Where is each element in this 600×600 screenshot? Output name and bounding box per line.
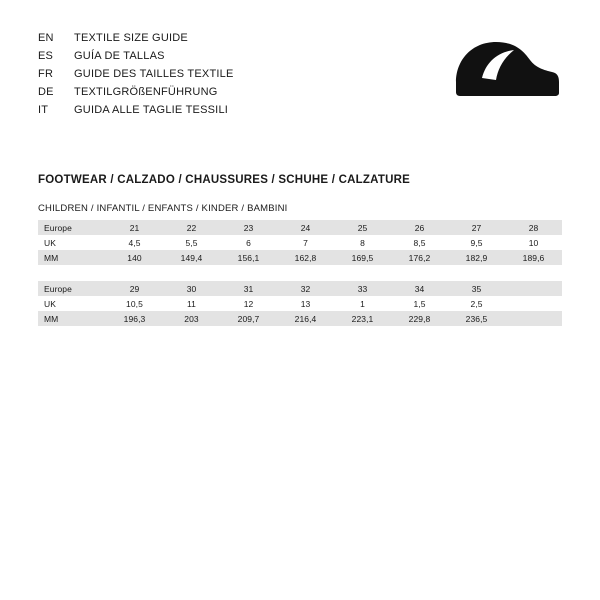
- row-label: UK: [38, 235, 106, 250]
- cell: 7: [277, 235, 334, 250]
- cell: 8,5: [391, 235, 448, 250]
- language-row-fr: [38, 68, 368, 86]
- section-subtitle: CHILDREN / INFANTIL / ENFANTS / KINDER / BAMBINI: [38, 203, 288, 214]
- shoe-icon: [452, 38, 560, 100]
- cell: [505, 311, 562, 326]
- cell: 1,5: [391, 296, 448, 311]
- cell: 33: [334, 281, 391, 296]
- language-list: [38, 32, 368, 122]
- size-table-second: [38, 281, 562, 326]
- cell: 35: [448, 281, 505, 296]
- table-row: [38, 235, 562, 250]
- cell: 236,5: [448, 311, 505, 326]
- cell: 216,4: [277, 311, 334, 326]
- cell: 169,5: [334, 250, 391, 265]
- language-row-it: [38, 104, 368, 122]
- cell: 11: [163, 296, 220, 311]
- cell: 2,5: [448, 296, 505, 311]
- table-row: [38, 296, 562, 311]
- cell: 22: [163, 220, 220, 235]
- cell: 209,7: [220, 311, 277, 326]
- table-row: [38, 311, 562, 326]
- cell: 13: [277, 296, 334, 311]
- cell: 29: [106, 281, 163, 296]
- cell: 196,3: [106, 311, 163, 326]
- cell: 10,5: [106, 296, 163, 311]
- cell: 30: [163, 281, 220, 296]
- size-table-first: [38, 220, 562, 265]
- cell: 9,5: [448, 235, 505, 250]
- cell: 23: [220, 220, 277, 235]
- row-label: UK: [38, 296, 106, 311]
- language-title-de: TEXTILGRÖßENFÜHRUNG: [74, 86, 218, 98]
- cell: 5,5: [163, 235, 220, 250]
- table-row: [38, 250, 562, 265]
- cell: 223,1: [334, 311, 391, 326]
- row-label: MM: [38, 311, 106, 326]
- language-code-en: EN: [38, 32, 54, 44]
- cell: 6: [220, 235, 277, 250]
- cell: 21: [106, 220, 163, 235]
- cell: 140: [106, 250, 163, 265]
- row-label: Europe: [38, 220, 106, 235]
- table-row: [38, 220, 562, 235]
- cell: 203: [163, 311, 220, 326]
- language-title-fr: GUIDE DES TAILLES TEXTILE: [74, 68, 234, 80]
- language-code-de: DE: [38, 86, 54, 98]
- cell: 4,5: [106, 235, 163, 250]
- cell: 31: [220, 281, 277, 296]
- cell: 182,9: [448, 250, 505, 265]
- cell: 1: [334, 296, 391, 311]
- cell: [505, 281, 562, 296]
- language-title-it: GUIDA ALLE TAGLIE TESSILI: [74, 104, 229, 116]
- cell: 28: [505, 220, 562, 235]
- cell: 10: [505, 235, 562, 250]
- cell: 229,8: [391, 311, 448, 326]
- cell: [505, 296, 562, 311]
- table-divider-space: [38, 265, 562, 281]
- cell: 27: [448, 220, 505, 235]
- row-label: Europe: [38, 281, 106, 296]
- language-code-fr: FR: [38, 68, 54, 80]
- cell: 156,1: [220, 250, 277, 265]
- cell: 24: [277, 220, 334, 235]
- cell: 34: [391, 281, 448, 296]
- page-title: FOOTWEAR / CALZADO / CHAUSSURES / SCHUHE / CALZATURE: [38, 174, 411, 186]
- cell: 189,6: [505, 250, 562, 265]
- cell: 8: [334, 235, 391, 250]
- language-code-it: IT: [38, 104, 49, 116]
- cell: 12: [220, 296, 277, 311]
- table-row: [38, 281, 562, 296]
- language-row-en: [38, 32, 368, 50]
- cell: 32: [277, 281, 334, 296]
- language-title-en: TEXTILE SIZE GUIDE: [74, 32, 188, 44]
- language-row-es: [38, 50, 368, 68]
- language-row-de: [38, 86, 368, 104]
- language-code-es: ES: [38, 50, 54, 62]
- language-title-es: GUÍA DE TALLAS: [74, 50, 165, 62]
- cell: 149,4: [163, 250, 220, 265]
- row-label: MM: [38, 250, 106, 265]
- cell: 176,2: [391, 250, 448, 265]
- cell: 162,8: [277, 250, 334, 265]
- cell: 25: [334, 220, 391, 235]
- cell: 26: [391, 220, 448, 235]
